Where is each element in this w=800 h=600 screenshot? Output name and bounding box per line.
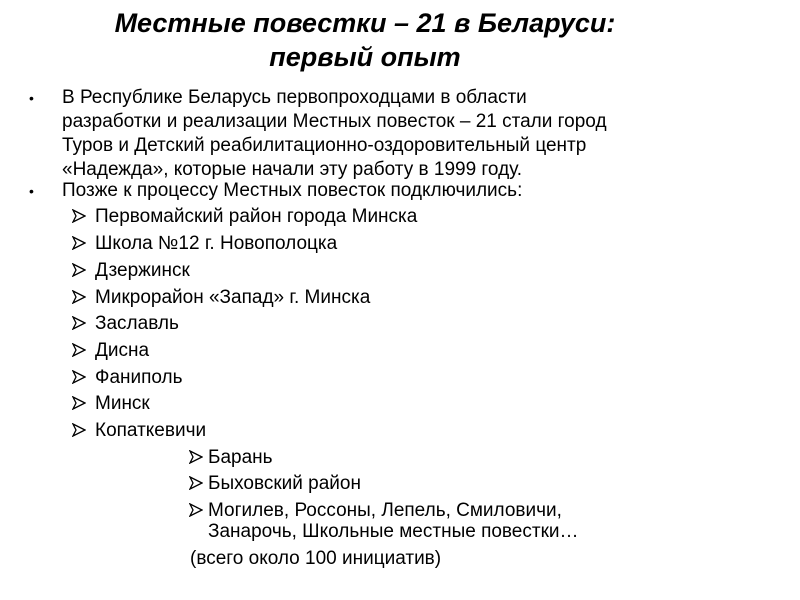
list-item: Минск [72,390,150,417]
arrowhead-icon [189,476,203,490]
list-item: Первомайский район города Минска [72,203,417,230]
arrowhead-icon [72,370,86,384]
arrowhead-icon [189,450,203,464]
bullet-dot-icon: • [29,183,34,199]
list-item: Микрорайон «Запад» г. Минска [72,284,370,311]
arrowhead-icon [72,263,86,277]
title-line-1: Местные повестки – 21 в Беларуси: [114,8,616,38]
slide-title [0,6,730,74]
bullet-line: В Республике Беларусь первопроходцами в области [62,87,527,108]
arrowhead-icon [72,290,86,304]
list-item: Школа №12 г. Новополоцка [72,230,337,257]
list-item: Копаткевичи [72,417,206,444]
arrowhead-icon [72,343,86,357]
arrowhead-icon [72,423,86,437]
list-item: Быховский район [189,470,361,497]
bullet-line: «Надежда», которые начали эту работу в 1999 году. [62,159,523,180]
list-item: Могилев, Россоны, Лепель, Смиловичи, [189,497,562,524]
total-note: (всего около 100 инициатив) [190,548,442,569]
list-item: Фаниполь [72,364,183,391]
arrowhead-icon [72,236,86,250]
bullet-dot-icon: • [29,90,34,106]
arrowhead-icon [72,316,86,330]
arrowhead-icon [189,503,203,517]
arrowhead-icon [72,396,86,410]
bullet-line: Туров и Детский реабилитационно-оздоровительный центр [62,135,587,156]
bullet-line: разработки и реализации Местных повесток – 21 стали город [62,111,607,132]
title-line-2: первый опыт [269,42,461,72]
bullet-item [29,179,742,203]
list-item: Барань [189,444,273,471]
list-item: Дисна [72,337,149,364]
list-item-continuation: Занарочь, Школьные местные повестки… [208,521,579,542]
arrowhead-icon [72,209,86,223]
bullet-item [29,86,742,182]
bullet-line: Позже к процессу Местных повесток подключились: [62,180,523,201]
list-item: Заславль [72,310,179,337]
list-item: Дзержинск [72,257,190,284]
